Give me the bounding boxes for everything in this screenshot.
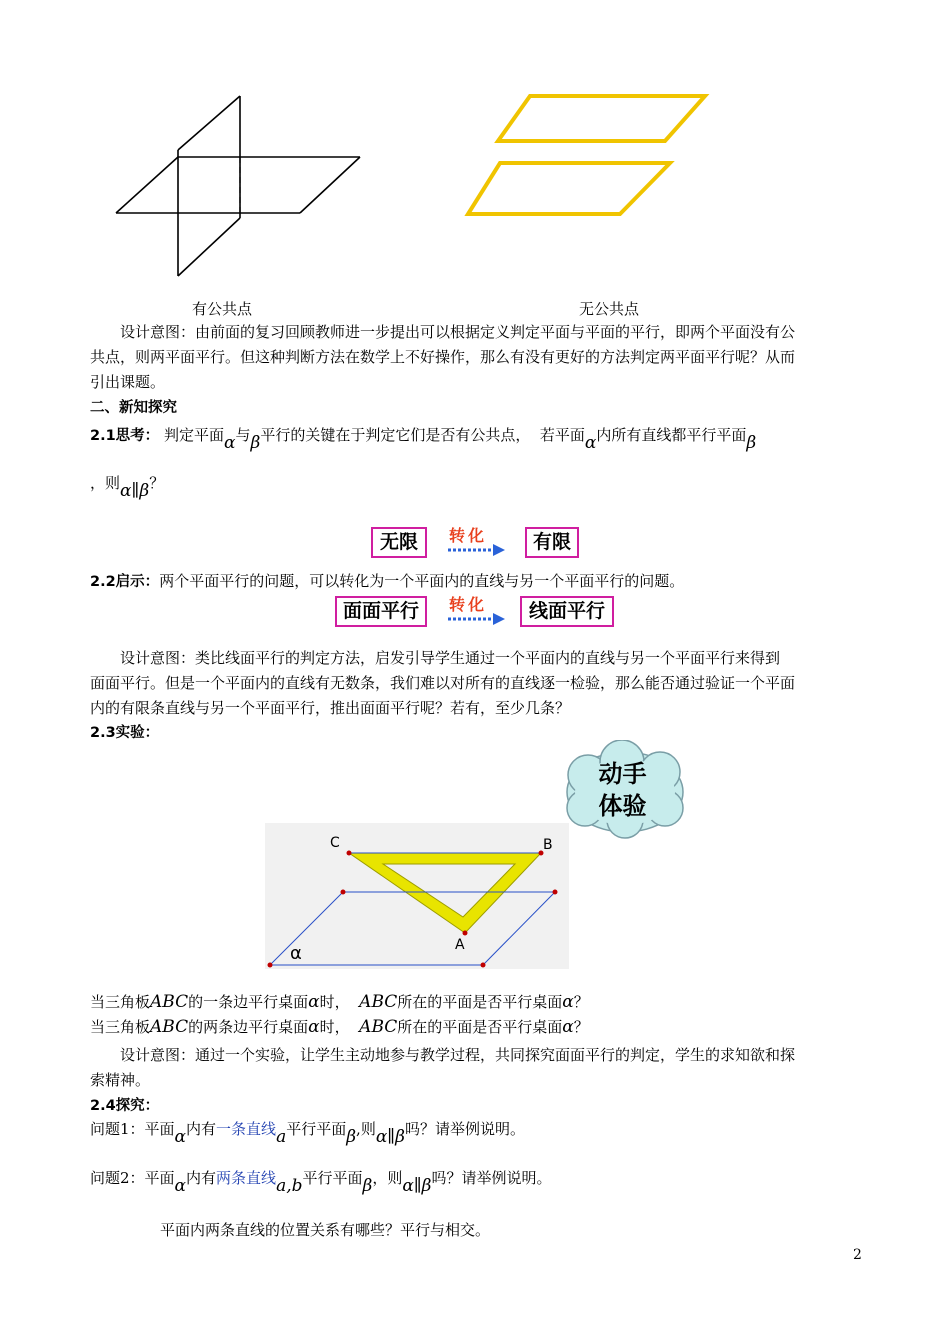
s21-line-1 [90,423,865,453]
problem-2 [90,1166,865,1196]
p-text: 内有 [186,1120,217,1138]
alpha-symbol: α [174,1176,187,1196]
alpha-symbol: α [584,433,597,453]
question-one-edge [90,990,865,1015]
experiment-figure [265,823,569,969]
dotted-arrow-icon [447,612,507,626]
cloud-line-2: 体验 [598,792,647,820]
right-figure-caption: 无公共点 [579,300,640,318]
cloud-text [575,758,670,822]
beta-symbol: β [362,1176,373,1196]
alpha-symbol: α [562,992,574,1012]
beta-symbol: β [346,1127,357,1147]
p-text: 吗？请举例说明。 [405,1120,526,1138]
s22-text: 两个平面平行的问题，可以转化为一个平面内的直线与另一个平面平行的问题。 [159,572,685,590]
q-text: 时， [319,1018,350,1036]
question-two-edges [90,1015,865,1040]
page-number: 2 [853,1247,862,1263]
line-plane-parallel-box: 线面平行 [520,596,614,627]
design-note-2-line-3: 内的有限条直线与另一个平面平行，推出面面平行呢？若有，至少几条？ [90,699,571,717]
point-b-label: B [543,837,553,853]
parallel-planes-figure [460,88,720,223]
alpha-parallel-beta: α∥β [120,481,150,501]
p-text: 平行平面 [286,1120,347,1138]
q-text: 当三角板 [90,993,151,1011]
intersecting-planes-figure [110,90,370,280]
s21-text-3: 平行的关键在于判定它们是否有公共点， [260,426,531,444]
s23-label: 2.3实验： [90,725,160,741]
p-text: ,则 [356,1120,376,1138]
design-note-2-line-2: 面面平行。但是一个平面内的直线有无数条，我们难以对所有的直线逐一检验，那么能否通过验证一个平面 [90,674,796,692]
q-text: 时， [319,993,350,1011]
s24-label: 2.4探究： [90,1098,160,1114]
alpha-symbol: α [308,1017,320,1037]
q-text: ？ [573,1018,589,1036]
triangle-plane-drawing [265,823,569,969]
p-text: 内有 [186,1169,217,1187]
p-text: ，则 [372,1169,403,1187]
line-a-symbol: a [276,1127,287,1147]
alpha-symbol: α [223,433,236,453]
s21-text-5: 内所有直线都平行平面 [596,426,747,444]
design-note-3-line-1: 设计意图：通过一个实验，让学生主动地参与教学过程，共同探究面面平行的判定，学生的求知欲和探 [120,1046,796,1064]
s21-text-4: 若平面 [539,426,585,444]
abc-symbol: ABC [150,1017,189,1037]
point-a-label: A [455,937,465,953]
beta-symbol: β [746,433,757,453]
two-lines-link: 两条直线 [216,1169,277,1187]
dotted-arrow-icon [447,543,507,557]
p-text: 吗？请举例说明。 [431,1169,552,1187]
section-title: 二、新知探究 [90,400,177,416]
finite-box: 有限 [525,527,579,558]
alpha-symbol: α [174,1127,187,1147]
abc-symbol: ABC [359,1017,398,1037]
transform-label-1: 转化 [449,526,488,545]
abc-symbol: ABC [359,992,398,1012]
q-text: 的一条边平行桌面 [188,993,309,1011]
beta-symbol: β [250,433,261,453]
abc-symbol: ABC [150,992,189,1012]
point-c-label: C [330,835,340,851]
design-note-2-line-1: 设计意图：类比线面平行的判定方法，启发引导学生通过一个平面内的直线与另一个平面平行来得到 [120,649,781,667]
p-text: 问题2：平面 [90,1169,175,1187]
left-figure-caption: 有公共点 [192,300,253,318]
plane-plane-parallel-box: 面面平行 [335,596,427,627]
design-note-3-line-2: 索精神。 [90,1071,151,1089]
plane-alpha-label: α [290,943,302,964]
problem-1 [90,1117,865,1147]
s21-text-1: 判定平面 [163,426,224,444]
q-text: 当三角板 [90,1018,151,1036]
q-text: ？ [573,993,589,1011]
s22-label: 2.2启示： [90,574,160,590]
q-text: 所在的平面是否平行桌面 [397,1018,563,1036]
design-note-1-line-1: 设计意图：由前面的复习回顾教师进一步提出可以根据定义判定平面与平面的平行，即两个平面没有公 [120,323,796,341]
s21-text-2: 与 [235,426,251,444]
alpha-parallel-beta: α∥β [402,1176,432,1196]
infinite-box: 无限 [371,527,427,558]
cloud-line-1: 动手 [598,760,647,788]
p-text: 平行平面 [302,1169,363,1187]
design-note-1-line-2: 共点，则两平面平行。但这种判断方法在数学上不好操作，那么有没有更好的方法判定两平面平行呢？从而 [90,348,796,366]
lines-ab-symbol: a,b [276,1176,303,1196]
s21-line-2 [90,471,865,501]
q-text: 所在的平面是否平行桌面 [397,993,563,1011]
one-line-link: 一条直线 [216,1120,277,1138]
transform-label-2: 转化 [449,595,488,614]
alpha-symbol: α [562,1017,574,1037]
s21-text-6: ，则 [90,474,121,492]
s21-label: 2.1思考： [90,428,160,444]
p-text: 问题1：平面 [90,1120,175,1138]
alpha-symbol: α [308,992,320,1012]
s21-question-mark: ？ [149,474,165,492]
alpha-parallel-beta: α∥β [375,1127,405,1147]
final-line: 平面内两条直线的位置关系有哪些？平行与相交。 [160,1221,491,1239]
design-note-1-line-3: 引出课题。 [90,373,166,391]
q-text: 的两条边平行桌面 [188,1018,309,1036]
